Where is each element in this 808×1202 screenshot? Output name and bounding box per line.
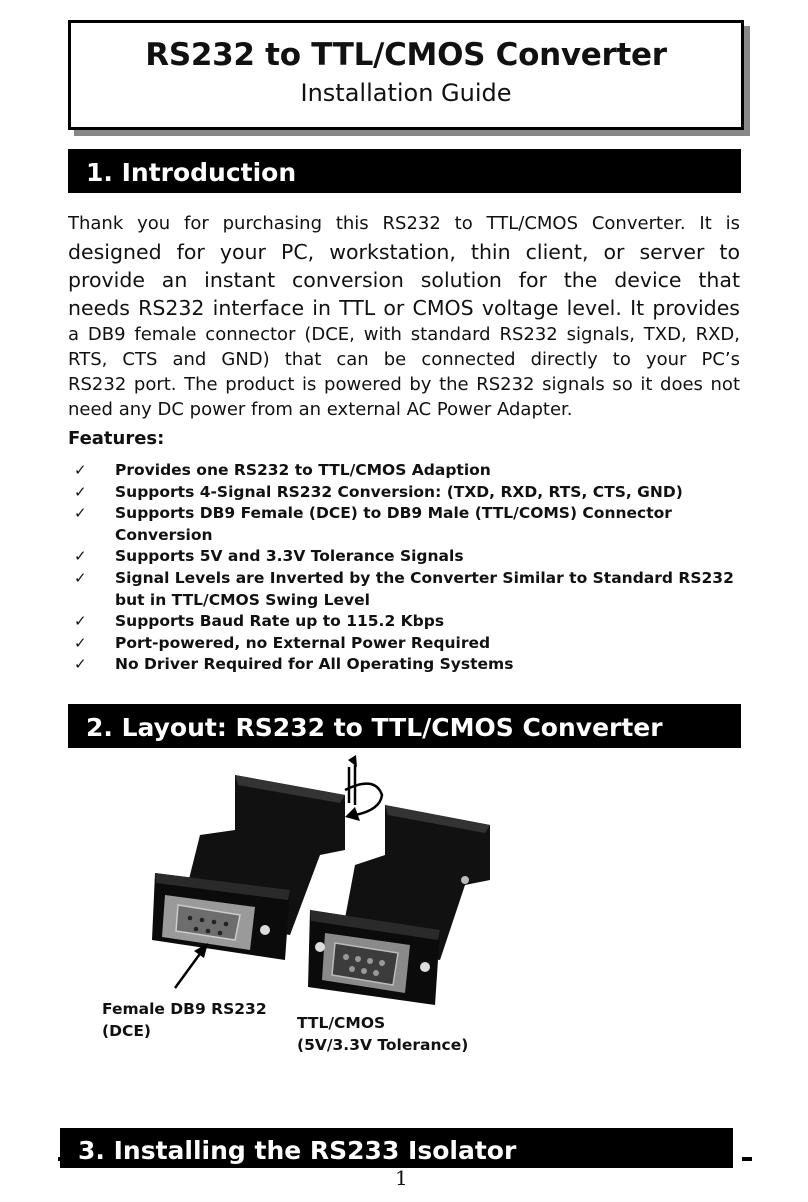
- feature-item: ✓ Supports 5V and 3.3V Tolerance Signals: [74, 546, 744, 568]
- document-title: RS232 to TTL/CMOS Converter: [145, 37, 667, 73]
- features-list: [74, 460, 744, 676]
- intro-line: designed for your PC, workstation, thin client, or server to: [68, 240, 740, 264]
- checkmark-icon: ✓: [74, 655, 87, 674]
- page-number: 1: [395, 1166, 408, 1190]
- checkmark-icon: ✓: [74, 633, 87, 652]
- female-db9-caption: Female DB9 RS232 (DCE): [102, 1000, 267, 1040]
- ttl-cmos-caption: TTL/CMOS (5V/3.3V Tolerance): [297, 1014, 469, 1054]
- checkmark-icon: ✓: [74, 568, 87, 587]
- intro-line: provide an instant conversion solution for the device that: [68, 268, 740, 292]
- feature-item: ✓ No Driver Required for All Operating Systems: [74, 654, 744, 676]
- feature-item: ✓ Supports Baud Rate up to 115.2 Kbps: [74, 611, 744, 633]
- intro-line: RS232 port. The product is powered by the RS232 signals so it does not: [68, 374, 740, 395]
- feature-item: ✓ Port-powered, no External Power Required: [74, 633, 744, 655]
- intro-line: RTS, CTS and GND) that can be connected directly to your PC’s: [68, 349, 740, 370]
- checkmark-icon: ✓: [74, 504, 87, 523]
- checkmark-icon: ✓: [74, 482, 87, 501]
- checkmark-icon: ✓: [74, 461, 87, 479]
- feature-item: ✓ Signal Levels are Inverted by the Converter Similar to Standard RS232 but in TTL/CMOS Swing Level: [74, 568, 734, 609]
- section-heading-layout: 2. Layout: RS232 to TTL/CMOS Converter: [68, 704, 741, 748]
- checkmark-icon: ✓: [74, 612, 87, 631]
- introduction-paragraph: [68, 210, 740, 422]
- footer-rule-right: [742, 1157, 752, 1161]
- intro-line: a DB9 female connector (DCE, with standard RS232 signals, TXD, RXD,: [68, 324, 740, 345]
- checkmark-icon: ✓: [74, 547, 87, 566]
- rotate-arrow-icon: [345, 755, 382, 821]
- intro-line: needs RS232 interface in TTL or CMOS voltage level. It provides: [68, 296, 740, 320]
- converter-photo: [140, 755, 520, 1010]
- title-box: [68, 20, 744, 130]
- intro-line: Thank you for purchasing this RS232 to TTL/CMOS Converter. It is: [68, 213, 740, 234]
- feature-item: ✓ Provides one RS232 to TTL/CMOS Adaption: [74, 460, 744, 482]
- feature-item: ✓ Supports DB9 Female (DCE) to DB9 Male (TTL/COMS) Connector Conversion: [74, 504, 672, 544]
- feature-item: ✓ Supports 4-Signal RS232 Conversion: (TXD, RXD, RTS, CTS, GND): [74, 482, 744, 504]
- pointer-arrow-icon: [175, 943, 208, 988]
- section-heading-installing: 3. Installing the RS233 Isolator: [60, 1128, 733, 1168]
- section-heading-introduction: 1. Introduction: [68, 149, 741, 193]
- features-heading: Features:: [68, 428, 165, 449]
- document-subtitle: Installation Guide: [300, 79, 512, 107]
- intro-line: need any DC power from an external AC Power Adapter.: [68, 399, 573, 420]
